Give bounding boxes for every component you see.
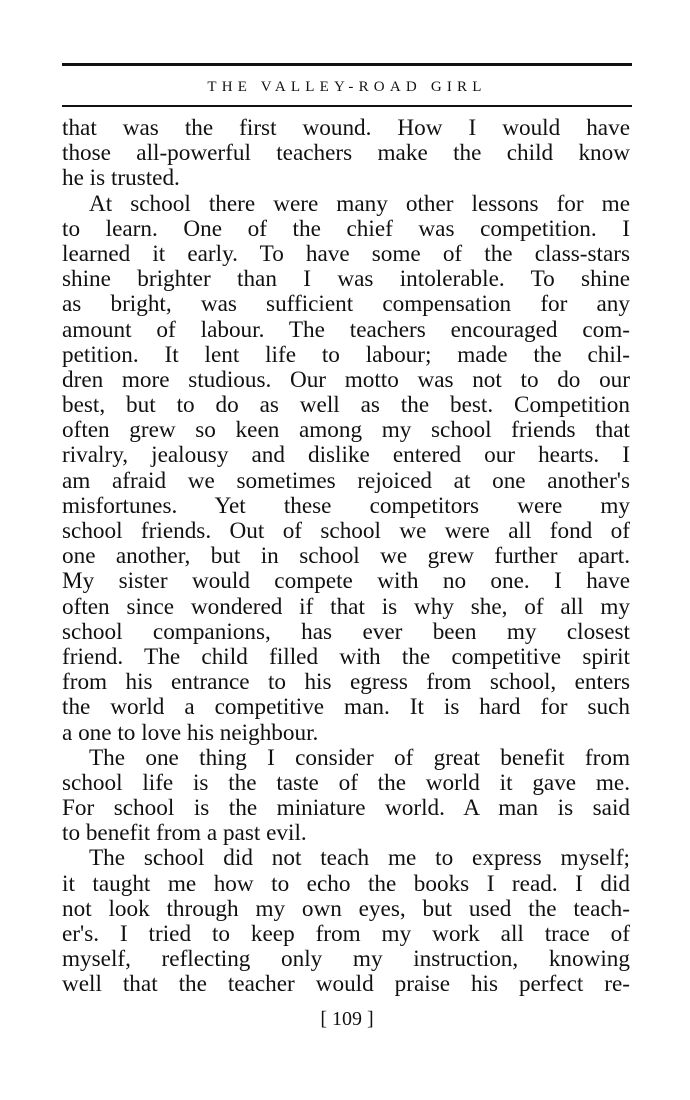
text-line: he is trusted.: [62, 165, 180, 192]
text-line: not look through my own eyes, but used the teach-: [62, 895, 630, 922]
text-line: that was the first wound. How I would have: [62, 115, 630, 141]
running-head: THE VALLEY-ROAD GIRL: [207, 79, 487, 95]
text-line: At school there were many other lessons for me: [89, 190, 630, 217]
text-line: school companions, has ever been my closest: [62, 618, 630, 645]
text-line: one another, but in school we grew further apart.: [62, 543, 630, 570]
text-line: amount of labour. The teachers encouraged com-: [62, 316, 630, 343]
text-line: often grew so keen among my school friends that: [62, 417, 630, 444]
text-line: school life is the taste of the world it gave me.: [62, 769, 630, 796]
text-line: best, but to do as well as the best. Competition: [62, 392, 630, 419]
text-line: as bright, was sufficient compensation for any: [62, 291, 630, 318]
text-line: well that the teacher would praise his perfect re-: [62, 971, 630, 998]
text-line: school friends. Out of school we were all fond of: [62, 518, 630, 544]
text-line: to benefit from a past evil.: [62, 820, 307, 847]
text-line: a one to love his neighbour.: [62, 719, 319, 746]
text-line: The school did not teach me to express myself;: [89, 845, 630, 872]
text-line: it taught me how to echo the books I read. I did: [62, 870, 630, 897]
text-line: The one thing I consider of great benefit from: [89, 744, 630, 771]
text-line: those all-powerful teachers make the child know: [62, 140, 630, 167]
text-line: shine brighter than I was intolerable. To shine: [62, 266, 630, 293]
text-line: am afraid we sometimes rejoiced at one another's: [62, 467, 630, 494]
text-line: dren more studious. Our motto was not to do our: [62, 366, 630, 393]
text-line: myself, reflecting only my instruction, knowing: [62, 946, 630, 973]
text-line: rivalry, jealousy and dislike entered our hearts. I: [62, 442, 630, 469]
text-line: from his entrance to his egress from school, enters: [62, 669, 630, 696]
header-rule-bottom: [62, 105, 632, 107]
text-line: learned it early. To have some of the class-stars: [62, 240, 630, 267]
text-line: er's. I tried to keep from my work all trace of: [62, 921, 630, 947]
text-line: often since wondered if that is why she, of all my: [62, 593, 630, 620]
text-line: to learn. One of the chief was competition. I: [62, 215, 630, 242]
text-line: the world a competitive man. It is hard for such: [62, 694, 630, 721]
header-rule-top: [62, 63, 632, 66]
text-line: petition. It lent life to labour; made the chil-: [62, 341, 630, 368]
text-line: misfortunes. Yet these competitors were my: [62, 492, 630, 519]
text-line: friend. The child filled with the competitive spirit: [62, 643, 630, 670]
page-number: [ 109 ]: [320, 1008, 374, 1030]
body-text: [62, 116, 630, 998]
text-line: For school is the miniature world. A man is said: [62, 795, 630, 822]
text-line: My sister would compete with no one. I have: [62, 568, 630, 595]
